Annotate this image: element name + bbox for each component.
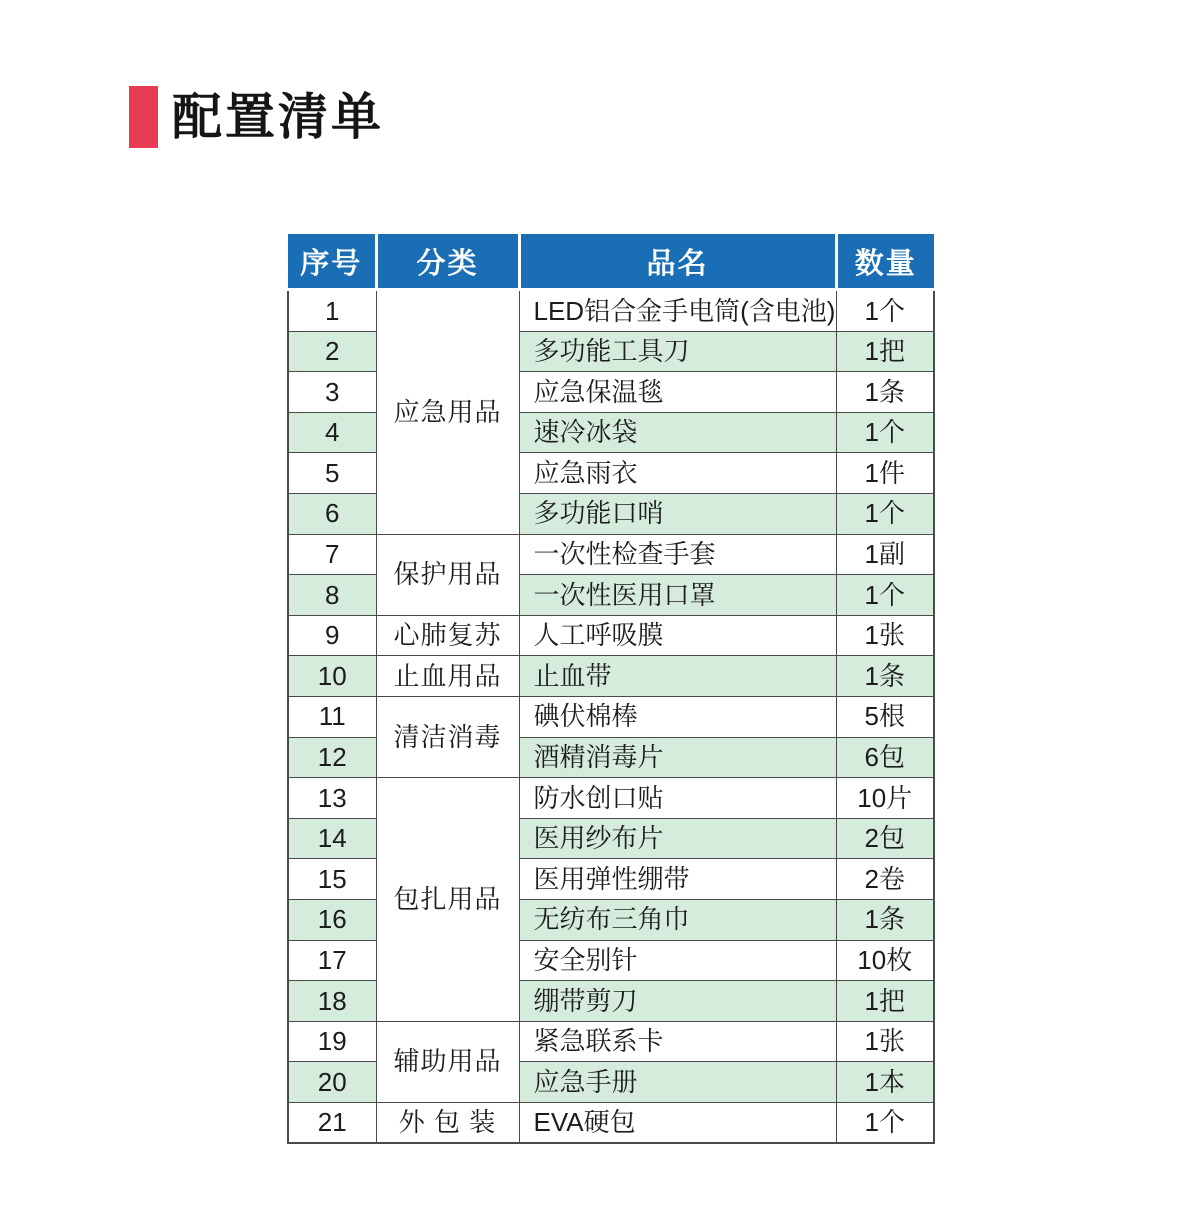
serial-cell: 9 (288, 615, 376, 656)
table-row (288, 615, 934, 656)
quantity-cell: 5根 (836, 696, 934, 737)
serial-cell: 6 (288, 493, 376, 534)
item-name-cell: 紧急联系卡 (519, 1021, 836, 1062)
quantity-cell: 1把 (836, 331, 934, 372)
category-cell: 止血用品 (376, 656, 519, 697)
quantity-cell: 2卷 (836, 859, 934, 900)
quantity-cell: 2包 (836, 818, 934, 859)
quantity-cell: 1个 (836, 1102, 934, 1143)
serial-cell: 1 (288, 290, 376, 332)
quantity-cell: 1条 (836, 656, 934, 697)
item-name-cell: 医用弹性绷带 (519, 859, 836, 900)
item-name-cell: 无纺布三角巾 (519, 899, 836, 940)
category-cell: 外 包 装 (376, 1102, 519, 1143)
serial-cell: 12 (288, 737, 376, 778)
quantity-cell: 1把 (836, 981, 934, 1022)
item-name-cell: 速冷冰袋 (519, 412, 836, 453)
item-name-cell: 应急手册 (519, 1062, 836, 1103)
item-name-cell: 防水创口贴 (519, 778, 836, 819)
page-title: 配置清单 (172, 89, 384, 145)
category-cell: 包扎用品 (376, 778, 519, 1022)
item-name-cell: 一次性医用口罩 (519, 575, 836, 616)
serial-cell: 10 (288, 656, 376, 697)
title-accent-bar (129, 86, 158, 148)
item-name-cell: 多功能工具刀 (519, 331, 836, 372)
serial-cell: 13 (288, 778, 376, 819)
item-name-cell: 绷带剪刀 (519, 981, 836, 1022)
serial-cell: 14 (288, 818, 376, 859)
item-name-cell: 止血带 (519, 656, 836, 697)
config-list-table (287, 234, 935, 1144)
serial-cell: 16 (288, 899, 376, 940)
item-name-cell: 应急保温毯 (519, 372, 836, 413)
serial-cell: 11 (288, 696, 376, 737)
category-cell: 心肺复苏 (376, 615, 519, 656)
table-row (288, 696, 934, 737)
category-cell: 清洁消毒 (376, 696, 519, 777)
item-name-cell: 医用纱布片 (519, 818, 836, 859)
category-cell: 应急用品 (376, 290, 519, 535)
header-item-name: 品名 (519, 234, 836, 290)
item-name-cell: 应急雨衣 (519, 453, 836, 494)
quantity-cell: 1件 (836, 453, 934, 494)
header-serial-number: 序号 (288, 234, 376, 290)
quantity-cell: 1条 (836, 899, 934, 940)
page-title-block (129, 86, 384, 148)
item-name-cell: LED铝合金手电筒(含电池) (519, 290, 836, 332)
header-category: 分类 (376, 234, 519, 290)
serial-cell: 21 (288, 1102, 376, 1143)
serial-cell: 5 (288, 453, 376, 494)
serial-cell: 20 (288, 1062, 376, 1103)
table-row (288, 1102, 934, 1143)
quantity-cell: 10片 (836, 778, 934, 819)
category-cell: 保护用品 (376, 534, 519, 615)
serial-cell: 15 (288, 859, 376, 900)
item-name-cell: 酒精消毒片 (519, 737, 836, 778)
table-row (288, 534, 934, 575)
quantity-cell: 1个 (836, 493, 934, 534)
table-row (288, 290, 934, 332)
table-row (288, 778, 934, 819)
quantity-cell: 1本 (836, 1062, 934, 1103)
serial-cell: 7 (288, 534, 376, 575)
item-name-cell: EVA硬包 (519, 1102, 836, 1143)
quantity-cell: 1个 (836, 290, 934, 332)
serial-cell: 17 (288, 940, 376, 981)
item-name-cell: 多功能口哨 (519, 493, 836, 534)
serial-cell: 8 (288, 575, 376, 616)
item-name-cell: 碘伏棉棒 (519, 696, 836, 737)
quantity-cell: 1条 (836, 372, 934, 413)
serial-cell: 19 (288, 1021, 376, 1062)
header-quantity: 数量 (836, 234, 934, 290)
serial-cell: 4 (288, 412, 376, 453)
quantity-cell: 10枚 (836, 940, 934, 981)
serial-cell: 3 (288, 372, 376, 413)
table-row (288, 1021, 934, 1062)
category-cell: 辅助用品 (376, 1021, 519, 1102)
quantity-cell: 1张 (836, 615, 934, 656)
item-name-cell: 一次性检查手套 (519, 534, 836, 575)
serial-cell: 18 (288, 981, 376, 1022)
quantity-cell: 1副 (836, 534, 934, 575)
quantity-cell: 6包 (836, 737, 934, 778)
item-name-cell: 人工呼吸膜 (519, 615, 836, 656)
quantity-cell: 1个 (836, 412, 934, 453)
quantity-cell: 1张 (836, 1021, 934, 1062)
table-row (288, 656, 934, 697)
table-header-row (288, 234, 934, 290)
serial-cell: 2 (288, 331, 376, 372)
quantity-cell: 1个 (836, 575, 934, 616)
item-name-cell: 安全别针 (519, 940, 836, 981)
